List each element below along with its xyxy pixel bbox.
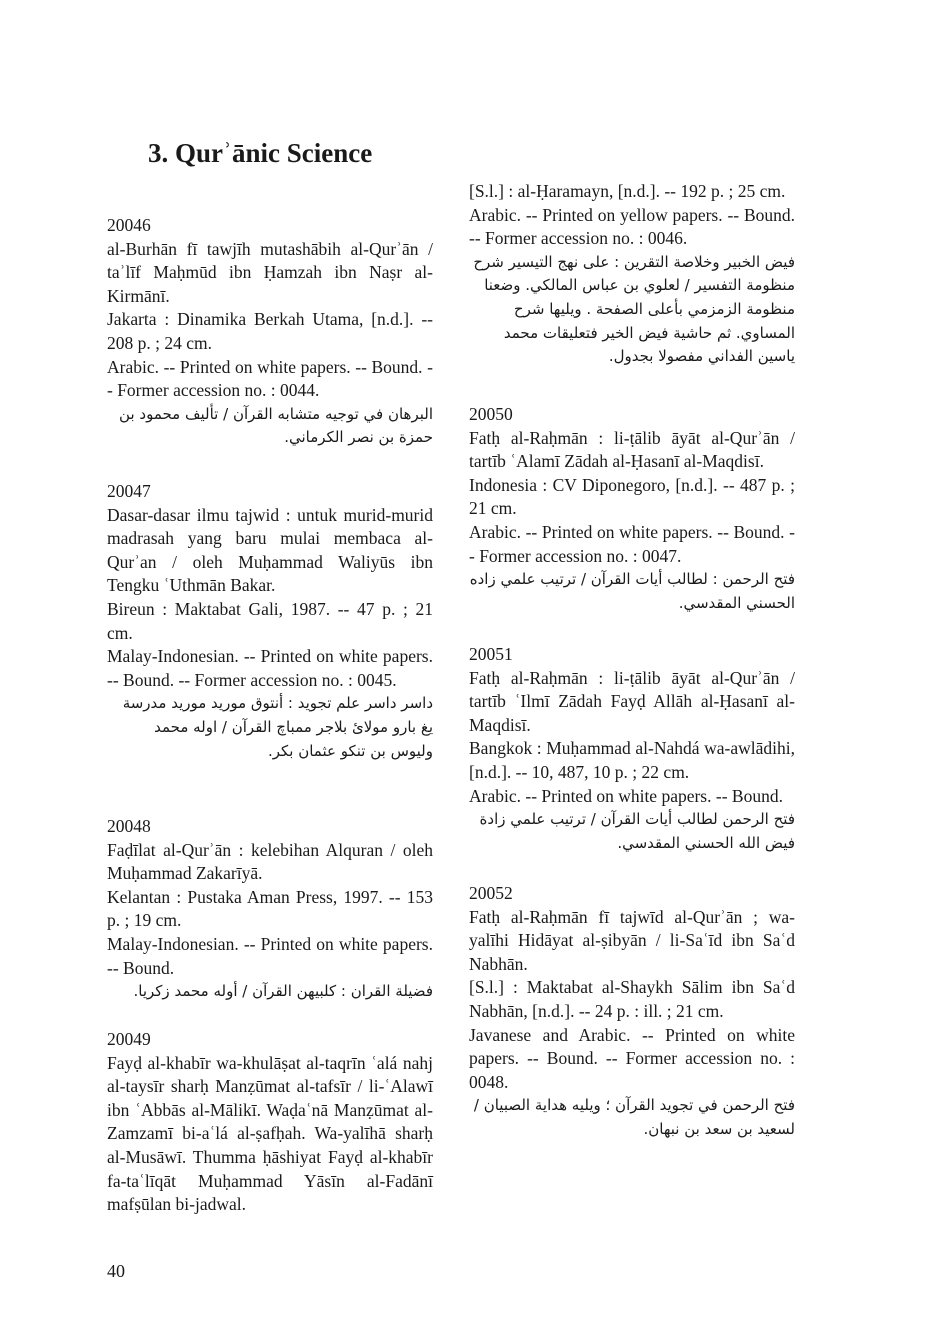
entry-notes: Malay-Indonesian. -- Printed on white papers. -- Bound. [107, 933, 433, 978]
entry-publication: [S.l.] : al-Ḥaramayn, [n.d.]. -- 192 p. ; 25 cm. [469, 181, 786, 201]
entry-title: Fayḍ al-khabīr wa-khulāṣat al-taqrīn ʿalá nahj al-taysīr sharḥ Manẓūmat al-tafsīr / li-ʿAlawī ibn ʿAbbās al-Mālikī. Waḍaʿnā Manẓūmat al-Zamzamī bi-aʿlá al-ṣafḥah. Wa-yalīhā sharḥ al-Musāwī. Thumma ḥāshiyat Fayḍ al-khabīr fa-taʿlīqāt Muḥammad Yāsīn al-Fadānī mafṣūlan bi-jadwal. [107, 1052, 433, 1215]
entry-title: Fatḥ al-Raḥmān : li-ṭālib āyāt al-Qurʾān / tartīb ʿIlmī Zādah Fayḍ Allāh al-Ḥasanī al-Maqdisī. [469, 667, 795, 735]
entry-title: Dasar-dasar ilmu tajwid : untuk murid-murid madrasah yang baru mulai membaca al-Qurʾan / oleh Muḥammad Waliyūs ibn Tengku ʿUthmān Bakar. [107, 504, 433, 596]
entry-arabic-title: البرهان في توجيه متشابه القرآن / تأليف محمود بن حمزة بن نصر الكرماني. [119, 404, 433, 447]
entry-number: 20047 [107, 481, 151, 501]
entry-notes: Arabic. -- Printed on yellow papers. -- Bound. -- Former accession no. : 0046. [469, 204, 795, 249]
entry-publication: Indonesia : CV Diponegoro, [n.d.]. -- 487 p. ; 21 cm. [469, 474, 795, 519]
entry-arabic-title: فتح الرحمن : لطالب أيات القرآن / ترتيب علمي زاده الحسني المقدسي. [469, 570, 795, 612]
entry-arabic-title: فضيلة القران : كلبيهن القرآن / أوله محمد زكريا. [133, 982, 433, 1001]
entry-number: 20049 [107, 1029, 151, 1049]
entry-number: 20048 [107, 816, 151, 836]
entry-title: al-Burhān fī tawjīh mutashābih al-Qurʾān / taʾlīf Maḥmūd ibn Ḥamzah ibn Naṣr al-Kirmānī. [107, 238, 433, 306]
entry-number: 20046 [107, 215, 151, 235]
section-title: 3. Qurʾānic Science [148, 138, 373, 168]
page-number: 40 [107, 1261, 125, 1281]
entry-publication: Bangkok : Muḥammad al-Nahdá wa-awlādihi, [n.d.]. -- 10, 487, 10 p. ; 22 cm. [469, 738, 795, 782]
catalog-entry-20049-continued [469, 180, 795, 369]
entry-notes: Javanese and Arabic. -- Printed on white papers. -- Bound. -- Former accession no. : 0048. [469, 1024, 795, 1092]
entry-arabic-title: داسر داسر علم تجويد : أنتوق موريد موريد مدرسة يغ بارو مولائ بلاجر ممباچ القرآن / اوله محمد وليوس بن تنكو عثمان بكر. [122, 694, 433, 760]
catalog-entry-20046 [107, 214, 433, 450]
catalog-entry-20048 [107, 815, 433, 1004]
entry-publication: Kelantan : Pustaka Aman Press, 1997. -- 153 p. ; 19 cm. [107, 886, 433, 931]
catalog-entry-20052 [469, 882, 795, 1142]
entry-title: Faḍīlat al-Qurʾān : kelebihan Alquran / oleh Muḥammad Zakarīyā. [107, 839, 433, 884]
entry-arabic-title: فتح الرحمن في تجويد القرآن ؛ ويليه هداية الصبيان / لسعيد بن سعد بن نبهان. [473, 1096, 795, 1138]
entry-publication: Jakarta : Dinamika Berkah Utama, [n.d.]. -- 208 p. ; 24 cm. [107, 309, 433, 353]
entry-number: 20052 [469, 883, 513, 903]
entry-number: 20051 [469, 644, 513, 664]
entry-notes: Malay-Indonesian. -- Printed on white papers. -- Bound. -- Former accession no. : 0045. [107, 646, 433, 690]
entry-arabic-title: فتح الرحمن لطالب أيات القرآن / ترتيب علمي زادة فيض الله الحسني المقدسي. [479, 810, 795, 852]
catalog-entry-20047 [107, 480, 433, 763]
entry-notes: Arabic. -- Printed on white papers. -- Bound. -- Former accession no. : 0044. [107, 356, 433, 401]
entry-notes: Arabic. -- Printed on white papers. -- Bound. -- Former accession no. : 0047. [469, 521, 795, 566]
entry-title: Fatḥ al-Raḥmān : li-ṭālib āyāt al-Qurʾān / tartīb ʿAlamī Zādah al-Ḥasanī al-Maqdisī. [469, 427, 795, 472]
entry-notes: Arabic. -- Printed on white papers. -- Bound. [469, 785, 783, 806]
catalog-entry-20050 [469, 403, 795, 615]
entry-title: Fatḥ al-Raḥmān fī tajwīd al-Qurʾān ; wa-yalīhi Hidāyat al-ṣibyān / li-Saʿīd ibn Saʿd Nabhān. [469, 906, 795, 974]
entry-publication: [S.l.] : Maktabat al-Shaykh Sālim ibn Saʿd Nabhān, [n.d.]. -- 24 p. : ill. ; 21 cm. [469, 977, 795, 1021]
catalog-entry-20051 [469, 643, 795, 855]
catalog-entry-20049 [107, 1028, 433, 1217]
entry-number: 20050 [469, 404, 513, 424]
entry-publication: Bireun : Maktabat Gali, 1987. -- 47 p. ; 21 cm. [107, 598, 433, 643]
entry-arabic-title: فيض الخبير وخلاصة التقرين : على نهج التيسير شرح منظومة التفسير / لعلوي بن عباس المالكي. وضعنا منظومة الزمزمي بأعلى الصفحة . ويليها شرح المساوي. ثم حاشية فيض الخير فتعليقات محمد ياسين الفداني مفصولا بجدول. [473, 252, 795, 366]
